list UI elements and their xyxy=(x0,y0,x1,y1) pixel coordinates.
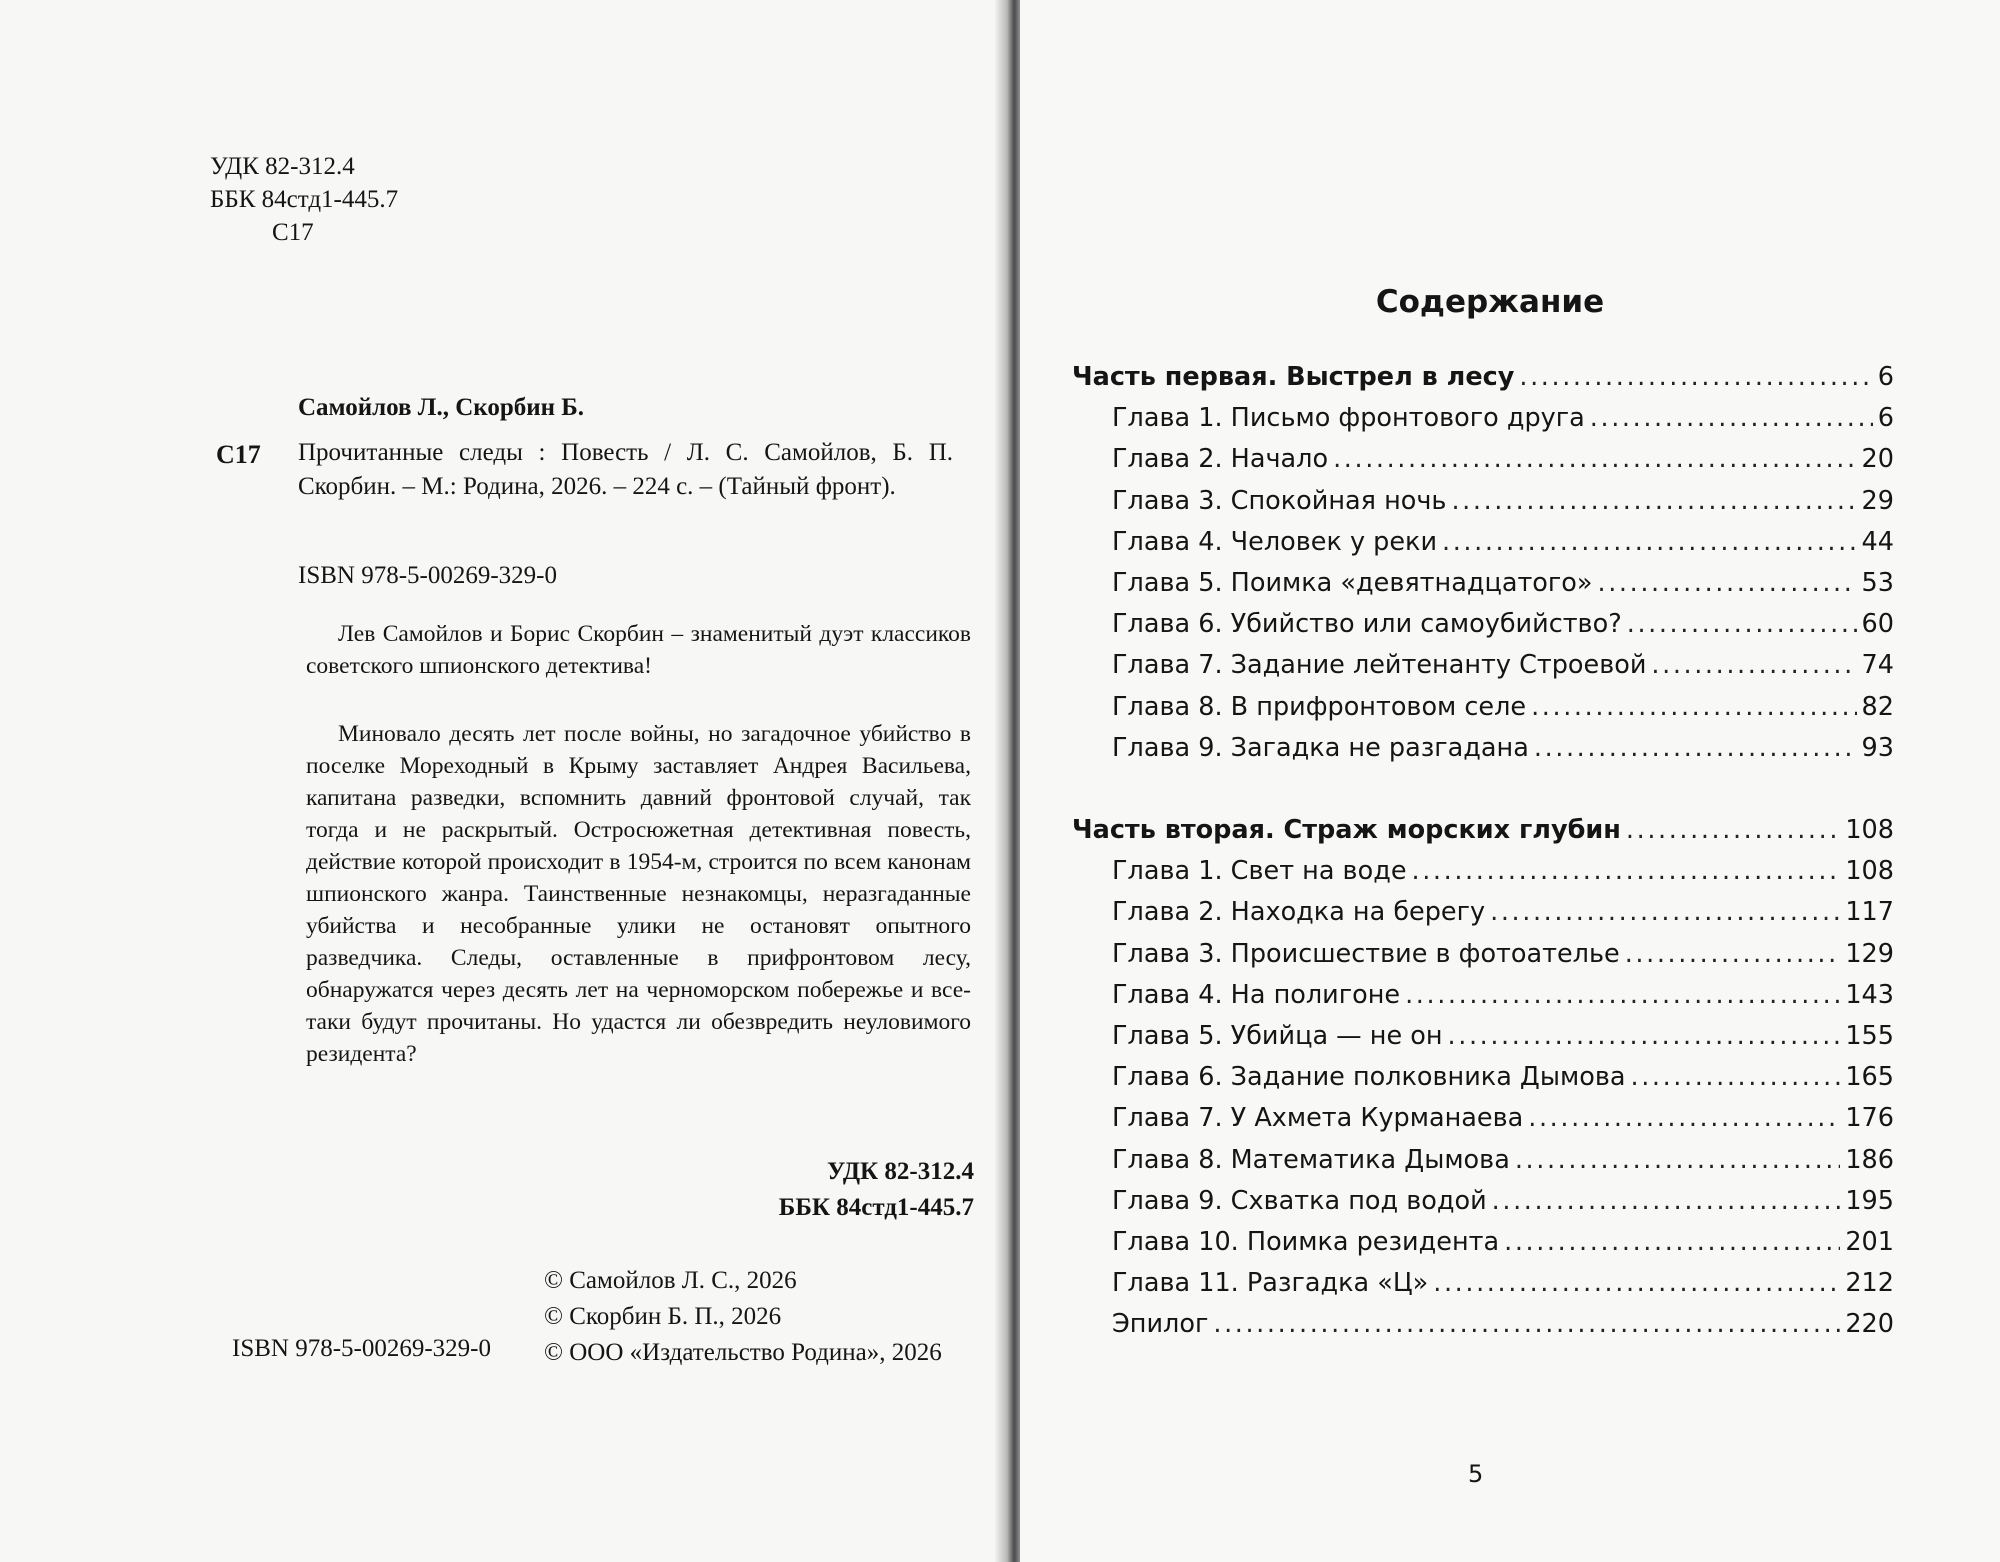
dot-leader xyxy=(1630,1062,1840,1092)
dot-leader xyxy=(1405,980,1840,1010)
toc-chapter-row xyxy=(1072,692,1894,733)
udk-code: УДК 82-312.4 xyxy=(210,153,355,180)
toc-chapter-title: Глава 9. Схватка под водой xyxy=(1112,1185,1487,1216)
authors: Самойлов Л., Скорбин Б. xyxy=(298,394,585,421)
toc-chapter-title: Глава 1. Свет на воде xyxy=(1112,856,1407,887)
toc-chapter-title: Глава 8. Математика Дымова xyxy=(1112,1144,1510,1175)
toc-chapter-title: Глава 2. Начало xyxy=(1112,444,1329,475)
toc-page-number: 108 xyxy=(1845,856,1894,887)
toc-chapter-title: Глава 7. Задание лейтенанту Строевой xyxy=(1112,650,1647,681)
toc-chapter-title: Глава 7. У Ахмета Курманаева xyxy=(1112,1103,1524,1134)
toc-chapter-row xyxy=(1072,1103,1894,1144)
dot-leader xyxy=(1433,1268,1840,1298)
dot-leader xyxy=(1625,939,1841,969)
isbn-top: ISBN 978-5-00269-329-0 xyxy=(298,562,558,589)
dot-leader xyxy=(1442,527,1857,557)
toc-chapter-title: Глава 10. Поимка резидента xyxy=(1112,1226,1500,1257)
bbk-code-bottom: ББК 84стд1-445.7 xyxy=(778,1194,974,1221)
toc-page-number: 29 xyxy=(1861,485,1894,516)
toc-page-number: 74 xyxy=(1861,650,1894,681)
annotation-paragraph-1: Лев Самойлов и Борис Скорбин – знаменитый дуэт классиков советского шпионского детектива! xyxy=(306,621,971,679)
toc-chapter-title: Глава 5. Поимка «девятнадцатого» xyxy=(1112,567,1593,598)
dot-leader xyxy=(1519,362,1872,392)
dot-leader xyxy=(1504,1227,1840,1257)
dot-leader xyxy=(1490,897,1840,927)
dot-leader xyxy=(1531,692,1856,722)
toc-page-number: 201 xyxy=(1845,1226,1894,1257)
right-page xyxy=(1020,0,2000,1562)
toc-chapter-title: Глава 8. В прифронтовом селе xyxy=(1112,691,1527,722)
toc-page-number: 220 xyxy=(1845,1309,1894,1340)
bbk-code: ББК 84стд1-445.7 xyxy=(210,186,399,213)
dot-leader xyxy=(1590,403,1873,433)
toc-chapter-title: Глава 3. Спокойная ночь xyxy=(1112,485,1447,516)
toc-page-number: 53 xyxy=(1861,567,1894,598)
copyright-line: © Скорбин Б. П., 2026 xyxy=(544,1303,782,1330)
toc-chapter-row xyxy=(1072,939,1894,980)
dot-leader xyxy=(1492,1186,1841,1216)
toc-chapter-row xyxy=(1072,568,1894,609)
toc-page-number: 186 xyxy=(1845,1144,1894,1175)
toc-part-row xyxy=(1072,815,1894,856)
toc-page-number: 155 xyxy=(1845,1021,1894,1051)
toc-chapter-row xyxy=(1072,1145,1894,1186)
toc-chapter-row xyxy=(1072,403,1894,444)
toc-chapter-row xyxy=(1072,444,1894,485)
toc-chapter-title: Глава 9. Загадка не разгадана xyxy=(1112,732,1529,763)
catalog-mark: С17 xyxy=(216,440,261,469)
toc-chapter-title: Эпилог xyxy=(1112,1309,1209,1340)
toc-chapter-title: Глава 3. Происшествие в фотоателье xyxy=(1112,938,1620,969)
toc-chapter-row xyxy=(1072,609,1894,650)
toc-page-number: 143 xyxy=(1845,979,1894,1010)
dot-leader xyxy=(1534,733,1857,763)
dot-leader xyxy=(1412,856,1841,886)
toc-part-title: Часть вторая. Страж морских глубин xyxy=(1072,815,1621,846)
toc-spacer xyxy=(1072,774,1894,815)
toc-chapter-title: Глава 5. Убийца — не он xyxy=(1112,1021,1443,1051)
dot-leader xyxy=(1627,609,1857,639)
toc-page-number: 108 xyxy=(1845,815,1894,846)
toc-chapter-row xyxy=(1072,856,1894,897)
copyright-line: © ООО «Издательство Родина», 2026 xyxy=(544,1339,942,1366)
toc-page-number: 176 xyxy=(1845,1103,1894,1134)
dot-leader xyxy=(1333,444,1856,474)
toc-page-number: 20 xyxy=(1861,444,1894,475)
toc-chapter-title: Глава 11. Разгадка «Ц» xyxy=(1112,1268,1429,1299)
toc-chapter-row xyxy=(1072,486,1894,527)
toc-chapter-row xyxy=(1072,527,1894,568)
dot-leader xyxy=(1598,568,1857,598)
toc-page-number: 6 xyxy=(1877,403,1894,434)
toc-chapter-row xyxy=(1072,1309,1894,1350)
copyright-line: © Самойлов Л. С., 2026 xyxy=(544,1267,797,1294)
dot-leader xyxy=(1651,650,1856,680)
toc-page-number: 117 xyxy=(1845,897,1894,928)
toc-page-number: 129 xyxy=(1845,938,1894,969)
dot-leader xyxy=(1448,1021,1841,1051)
toc-chapter-row xyxy=(1072,1186,1894,1227)
dot-leader xyxy=(1213,1309,1840,1339)
dot-leader xyxy=(1451,486,1856,516)
toc-chapter-row xyxy=(1072,1227,1894,1268)
toc-chapter-title: Глава 6. Задание полковника Дымова xyxy=(1112,1062,1626,1093)
toc-part-title: Часть первая. Выстрел в лесу xyxy=(1072,362,1515,392)
udk-code-bottom: УДК 82-312.4 xyxy=(827,1158,974,1185)
toc-page-number: 93 xyxy=(1861,732,1894,763)
classification-codes-top xyxy=(210,150,398,249)
classification-codes-bottom xyxy=(779,1154,974,1226)
toc-chapter-title: Глава 1. Письмо фронтового друга xyxy=(1112,403,1585,434)
annotation-paragraph-2: Миновало десять лет после войны, но загадочное убийство в поселке Мореходный в Крыму заставляет Андрея Васильева, капитана разведки, вспомнить давний фронтовой случай, так тогда и не раскрытый. Остросюжетная детективная повесть, действие которой происходит в 1954-м, строится по всем канонам шпионского жанра. Таинственные незнакомцы, неразгаданные убийства и несобранные улики не остановят опытного разведчика. Следы, оставленные в прифронтовом лесу, обнаружатся через десять лет на черноморском побережье и все-таки будут прочитаны. Но удастся ли обезвредить неуловимого резидента? xyxy=(306,721,971,1067)
toc-chapter-row xyxy=(1072,733,1894,774)
toc-chapter-row xyxy=(1072,897,1894,938)
toc-page-number: 212 xyxy=(1845,1268,1894,1299)
toc-page-number: 82 xyxy=(1861,691,1894,722)
toc-page-number: 44 xyxy=(1861,526,1894,557)
isbn-bottom: ISBN 978-5-00269-329-0 xyxy=(232,1335,492,1362)
page-number: 5 xyxy=(1468,1460,1484,1488)
toc-page-number: 165 xyxy=(1845,1062,1894,1093)
dot-leader xyxy=(1626,815,1840,845)
toc-chapter-row xyxy=(1072,1021,1894,1062)
dot-leader xyxy=(1515,1145,1841,1175)
author-mark: С17 xyxy=(272,219,314,246)
toc-page-number: 195 xyxy=(1845,1185,1894,1216)
toc-chapter-row xyxy=(1072,1062,1894,1103)
toc-chapter-title: Глава 4. На полигоне xyxy=(1112,979,1401,1010)
table-of-contents xyxy=(1072,362,1894,1351)
bibliographic-description: Прочитанные следы : Повесть / Л. С. Самойлов, Б. П. Скорбин. – М.: Родина, 2026. – 224 с. – (Тайный фронт). xyxy=(298,439,953,500)
dot-leader xyxy=(1528,1103,1840,1133)
toc-chapter-row xyxy=(1072,980,1894,1021)
toc-title: Содержание xyxy=(1375,284,1605,320)
toc-page-number: 60 xyxy=(1861,609,1894,640)
toc-chapter-title: Глава 2. Находка на берегу xyxy=(1112,897,1486,928)
toc-chapter-title: Глава 4. Человек у реки xyxy=(1112,526,1438,557)
toc-chapter-row xyxy=(1072,650,1894,691)
toc-chapter-row xyxy=(1072,1268,1894,1309)
copyright-block xyxy=(544,1263,942,1371)
toc-part-row xyxy=(1072,362,1894,403)
toc-page-number: 6 xyxy=(1877,362,1894,392)
toc-chapter-title: Глава 6. Убийство или самоубийство? xyxy=(1112,609,1622,640)
